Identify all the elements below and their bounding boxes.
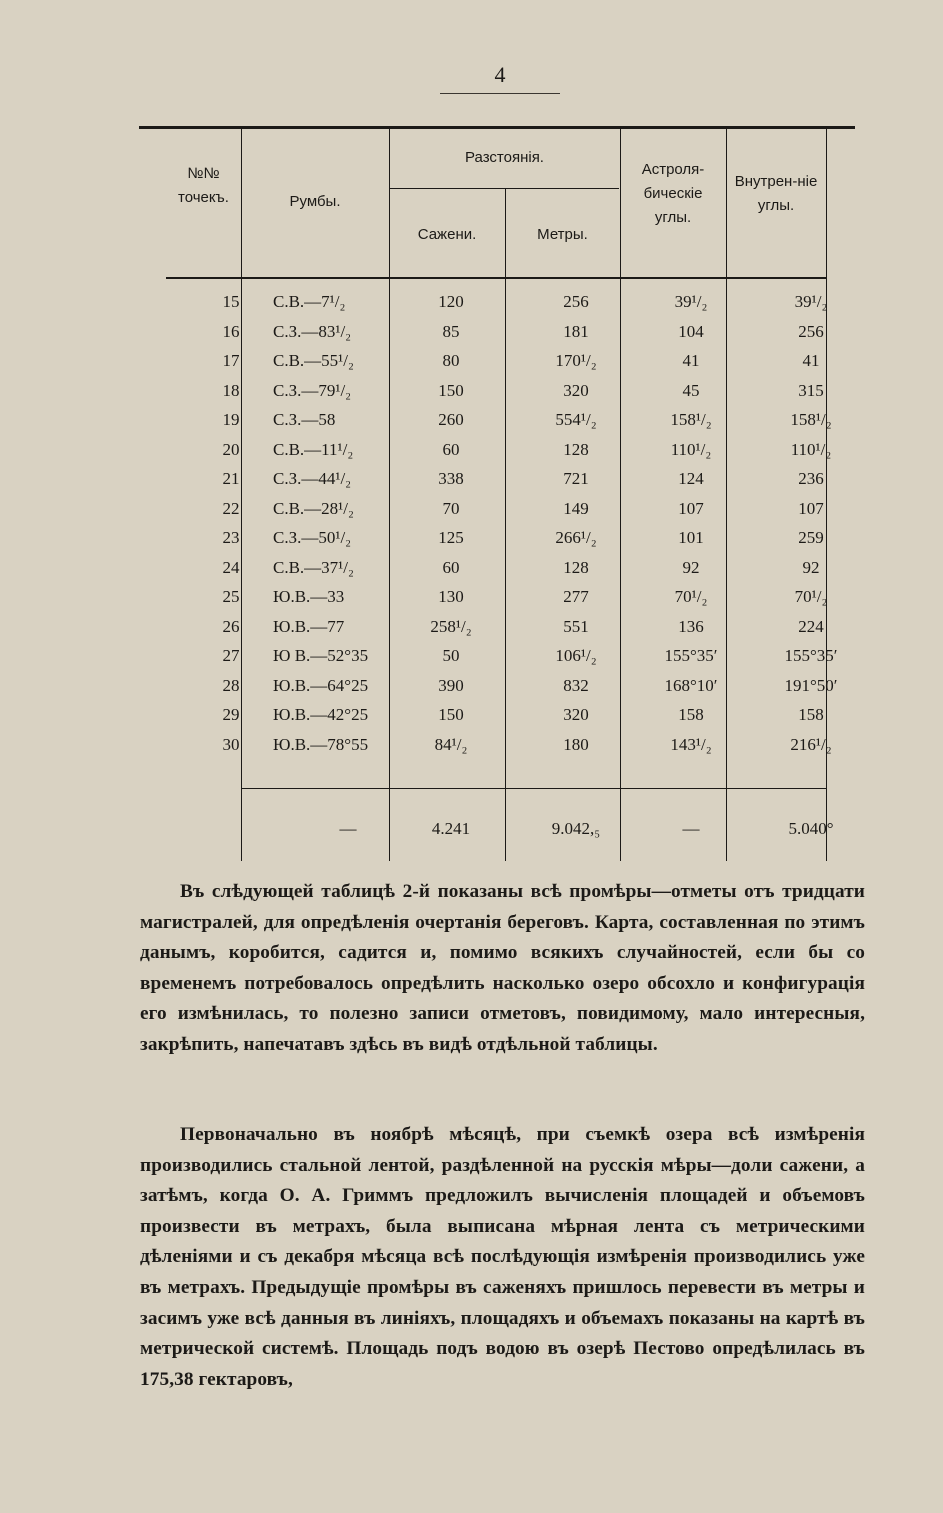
row-rumb: Ю.В.—42°25: [273, 705, 369, 724]
row-rumb: С.В.—55¹/₂: [273, 351, 354, 370]
row-metry: 180: [563, 734, 589, 754]
row-vnutr: 216¹/₂: [790, 734, 832, 754]
header-sazheni: Сажени.: [417, 226, 477, 243]
measurement-table: [139, 126, 855, 861]
row-sazheni: 70: [442, 498, 460, 518]
row-sazheni: 390: [438, 675, 464, 695]
row-num: 21: [222, 469, 240, 488]
row-sazheni: 125: [438, 528, 464, 547]
row-vnutr: 236: [798, 469, 824, 488]
row-metry: 277: [563, 587, 589, 606]
row-sazheni: 258¹/₂: [430, 616, 472, 636]
row-vnutr: 39¹/₂: [794, 292, 828, 311]
row-num: 20: [222, 439, 240, 459]
header-distance: Разстоянія.: [465, 149, 544, 166]
row-vnutr: 158¹/₂: [790, 410, 832, 429]
row-rumb: С.В.—7¹/₂: [273, 292, 346, 311]
row-metry: 721: [563, 469, 589, 488]
table-sum-rule: [241, 788, 826, 789]
table-row: [166, 613, 826, 643]
row-metry: 832: [563, 675, 589, 695]
row-sazheni: 150: [438, 380, 464, 400]
header-astro: Астроля-бическіе углы.: [641, 161, 705, 226]
page-number-rule: [440, 93, 560, 94]
row-num: 22: [222, 498, 240, 518]
row-astro: 136: [678, 616, 704, 636]
distance-sub-rule: [389, 188, 619, 189]
table-row: [166, 495, 826, 525]
table-row: [166, 554, 826, 584]
row-vnutr: 70¹/₂: [794, 587, 828, 606]
row-astro: 39¹/₂: [674, 292, 708, 311]
row-num: 16: [222, 321, 240, 341]
row-astro: 158: [678, 705, 704, 724]
row-rumb: С.З.—58: [273, 410, 336, 429]
row-rumb: С.З.—79¹/₂: [273, 380, 352, 400]
total-rumb: —: [339, 819, 357, 838]
row-sazheni: 84¹/₂: [434, 734, 468, 754]
row-astro: 45: [682, 380, 700, 400]
row-astro: 110¹/₂: [670, 439, 712, 459]
total-metry: 9.042,₅: [551, 819, 601, 838]
row-metry: 106¹/₂: [555, 646, 597, 665]
row-sazheni: 130: [438, 587, 464, 606]
row-metry: 320: [563, 380, 589, 400]
row-vnutr: 191°50′: [784, 675, 838, 695]
row-vnutr: 315: [798, 380, 824, 400]
total-astro: —: [682, 819, 700, 838]
table-row: [166, 583, 826, 613]
page-number: 4: [494, 62, 506, 87]
row-num: 28: [222, 675, 240, 695]
row-astro: 70¹/₂: [674, 587, 708, 606]
row-rumb: С.В.—11¹/₂: [273, 439, 354, 459]
row-astro: 101: [678, 528, 704, 547]
table-row: [166, 642, 838, 672]
row-metry: 128: [563, 557, 589, 577]
total-sazheni: 4.241: [431, 819, 471, 838]
row-sazheni: 85: [442, 321, 460, 341]
row-vnutr: 155°35′: [784, 646, 838, 665]
row-sazheni: 260: [438, 410, 464, 429]
header-vnutr: Внутрен-ніе углы.: [734, 173, 818, 214]
table-row: [166, 524, 826, 554]
row-vnutr: 158: [798, 705, 824, 724]
row-sazheni: 60: [442, 557, 460, 577]
row-rumb: С.З.—50¹/₂: [273, 528, 352, 547]
table-row: [166, 672, 838, 702]
row-rumb: С.В.—28¹/₂: [273, 498, 354, 518]
row-metry: 320: [563, 705, 589, 724]
row-rumb: С.В.—37¹/₂: [273, 557, 354, 577]
row-num: 17: [222, 351, 240, 370]
row-astro: 158¹/₂: [670, 410, 712, 429]
row-metry: 149: [563, 498, 589, 518]
total-vnutr: 5.040°: [788, 819, 834, 838]
row-vnutr: 110¹/₂: [790, 439, 832, 459]
table-top-rule: [139, 126, 855, 129]
table-row: [166, 731, 832, 761]
row-astro: 92: [682, 557, 700, 577]
row-num: 26: [222, 616, 240, 636]
table-row: [166, 465, 826, 495]
table-row: [166, 288, 826, 318]
row-metry: 551: [563, 616, 589, 636]
table-row: [166, 347, 826, 377]
row-metry: 554¹/₂: [555, 410, 597, 429]
row-astro: 107: [678, 498, 704, 518]
row-sazheni: 50: [442, 646, 460, 665]
table-row: [166, 318, 826, 348]
row-astro: 104: [678, 321, 704, 341]
row-rumb: Ю.В.—77: [273, 616, 345, 636]
row-astro: 143¹/₂: [670, 734, 712, 754]
row-sazheni: 60: [442, 439, 460, 459]
row-num: 30: [222, 734, 240, 754]
row-num: 27: [222, 646, 240, 665]
totals-row: [166, 819, 834, 849]
row-sazheni: 120: [438, 292, 464, 311]
row-rumb: Ю.В.—78°55: [273, 734, 369, 754]
table-row: [166, 436, 832, 466]
row-vnutr: 224: [798, 616, 824, 636]
row-rumb: С.З.—83¹/₂: [273, 321, 352, 341]
row-rumb: Ю В.—52°35: [273, 646, 369, 665]
row-sazheni: 80: [442, 351, 460, 370]
row-num: 18: [222, 380, 240, 400]
row-astro: 155°35′: [664, 646, 718, 665]
row-num: 15: [222, 292, 240, 311]
table-row: [166, 406, 832, 436]
header-metry: Метры.: [537, 226, 588, 243]
table-row: [166, 377, 826, 407]
row-sazheni: 338: [438, 469, 464, 488]
row-vnutr: 92: [802, 557, 820, 577]
row-num: 19: [222, 410, 240, 429]
header-num: №№ точекъ.: [178, 165, 229, 206]
row-rumb: Ю.В.—33: [273, 587, 345, 606]
row-num: 23: [222, 528, 240, 547]
row-astro: 41: [682, 351, 700, 370]
row-vnutr: 259: [798, 528, 824, 547]
row-vnutr: 41: [802, 351, 820, 370]
row-metry: 181: [563, 321, 589, 341]
row-metry: 128: [563, 439, 589, 459]
row-vnutr: 256: [798, 321, 824, 341]
paragraph-1: Въ слѣдующей таблицѣ 2-й показаны всѣ промѣры—отметы отъ тридцати магистралей, для опредѣленія очертанія береговъ. Карта, составленная по этимъ данымъ, коробится, садится и, помимо всякихъ случайностей, если бы со временемъ потребовалось опредѣлить насколько озеро обсохло и конфигурація его измѣнилась, то полезно записи отметовъ, повидимому, мало интересныя, закрѣпить, напечатавъ здѣсь въ видѣ отдѣльной таблицы.: [140, 881, 865, 1055]
row-metry: 170¹/₂: [555, 351, 597, 370]
row-rumb: С.З.—44¹/₂: [273, 469, 352, 488]
row-vnutr: 107: [798, 498, 824, 518]
row-astro: 124: [678, 469, 704, 488]
table-header-rule: [166, 277, 826, 279]
row-rumb: Ю.В.—64°25: [273, 675, 369, 695]
row-num: 25: [222, 587, 240, 606]
row-metry: 256: [563, 292, 589, 311]
row-sazheni: 150: [438, 705, 464, 724]
row-astro: 168°10′: [664, 675, 718, 695]
paragraph-2: Первоначально въ ноябрѣ мѣсяцѣ, при съемкѣ озера всѣ измѣренія производились стальной лентой, раздѣленной на русскія мѣры—доли сажени, а затѣмъ, когда О. А. Гриммъ предложилъ вычисленія площадей и объемовъ произвести въ метрахъ, была выписана мѣрная лента съ метрическими дѣленіями и съ декабря мѣсяца всѣ послѣдующія измѣренія производились уже въ метрахъ. Предыдущіе промѣры въ саженяхъ пришлось перевести въ метры и засимъ уже всѣ данныя въ линіяхъ, площадяхъ и объемахъ показаны на картѣ въ метрической системѣ. Площадь подъ водою въ озерѣ Пестово опредѣлилась въ 175,38 гектаровъ,: [140, 1124, 865, 1390]
table-row: [166, 701, 826, 731]
row-num: 29: [222, 705, 240, 724]
header-rumb: Румбы.: [289, 193, 341, 210]
row-num: 24: [222, 557, 240, 577]
row-metry: 266¹/₂: [555, 528, 597, 547]
